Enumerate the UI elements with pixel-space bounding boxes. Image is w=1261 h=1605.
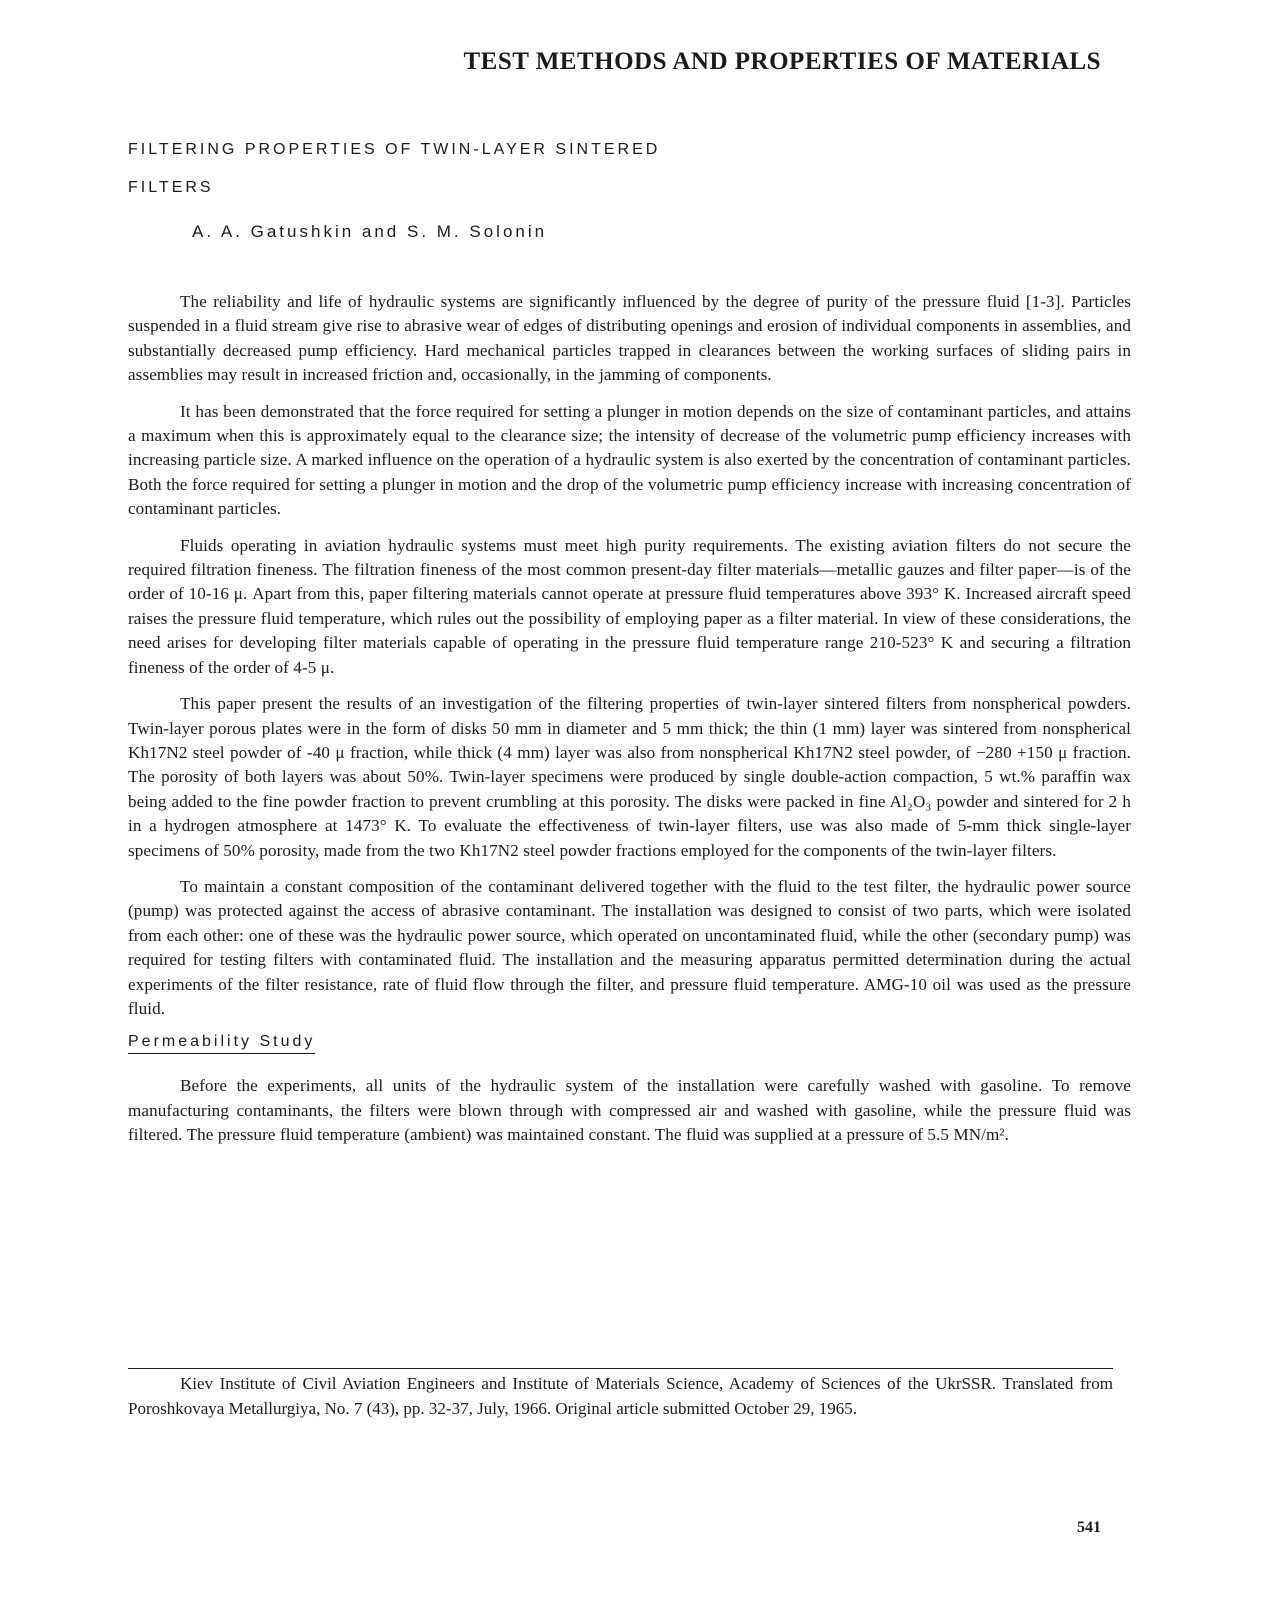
body-paragraph-4: This paper present the results of an investigation of the filtering properties of twin-layer sintered filters from nonspherical powders. Twin-layer porous plates were in the form of disks 50 mm in diameter and 5 mm thick; the thin (1 mm) layer was sintered from nonspherical Kh17N2 steel powder of -40 μ fraction, while thick (4 mm) layer was also from nonspherical Kh17N2 steel powder, of −280 +150 μ fraction. The porosity of both layers was about 50%. Twin-layer specimens were produced by single double-action compaction, 5 wt.% paraffin wax being added to the fine powder fraction to prevent crumbling at this porosity. The disks were packed in fine Al₂O₃ powder and sintered for 2 h in a hydrogen atmosphere at 1473° K. To evaluate the effectiveness of twin-layer filters, use was also made of 5-mm thick single-layer specimens of 50% porosity, made from the two Kh17N2 steel powder fractions employed for the components of the twin-layer filters. xyxy=(128,694,1131,860)
body-paragraph-3: Fluids operating in aviation hydraulic systems must meet high purity requirements. The existing aviation filters do not secure the required filtration fineness. The filtration fineness of the most common present-day filter materials—metallic gauzes and filter paper—is of the order of 10-16 μ. Apart from this, paper filtering materials cannot operate at pressure fluid temperatures above 393° K. Increased aircraft speed raises the pressure fluid temperature, which rules out the possibility of employing paper as a filter material. In view of these considerations, the need arises for developing filter materials capable of operating in the pressure fluid temperature range 210-523° K and securing a filtration fineness of the order of 4-5 μ. xyxy=(128,535,1131,677)
article-title-line-1: FILTERING PROPERTIES OF TWIN-LAYER SINTERED xyxy=(128,141,661,158)
footnote-divider xyxy=(128,1368,1113,1369)
footnote: Kiev Institute of Civil Aviation Engineers and Institute of Materials Science, Academy of Sciences of the UkrSSR. Translated from Poroshkovaya Metallurgiya, No. 7 (43), pp. 32-37, July, 1966. Original article submitted October 29, 1965. xyxy=(128,1374,1113,1418)
section-heading-permeability-study: Permeability Study xyxy=(128,1033,315,1054)
article-title xyxy=(128,131,828,207)
body-paragraph-1: The reliability and life of hydraulic systems are significantly influenced by the degree of purity of the pressure fluid [1-3]. Particles suspended in a fluid stream give rise to abrasive wear of edges of distributing openings and erosion of individual components in assemblies, and substantially decreased pump efficiency. Hard mechanical particles trapped in clearances between the working surfaces of sliding pairs in assemblies may result in increased friction and, occasionally, in the jamming of components. xyxy=(128,292,1131,385)
section-heading-wrap xyxy=(128,1033,1131,1066)
body-paragraph-2: It has been demonstrated that the force required for setting a plunger in motion depends on the size of contaminant particles, and attains a maximum when this is approximately equal to the clearance size; the intensity of decrease of the volumetric pump efficiency increases with increasing particle size. A marked influence on the operation of a hydraulic system is also exerted by the concentration of contaminant particles. Both the force required for setting a plunger in motion and the drop of the volumetric pump efficiency increase with increasing concentration of contaminant particles. xyxy=(128,401,1131,519)
body-paragraph-5: To maintain a constant composition of the contaminant delivered together with the fluid to the test filter, the hydraulic power source (pump) was protected against the access of abrasive contaminant. The installation was designed to consist of two parts, which were isolated from each other: one of these was the hydraulic power source, which operated on uncontaminated fluid, while the other (secondary pump) was required for testing filters with contaminated fluid. The installation and the measuring apparatus permitted determination during the actual experiments of the filter resistance, rate of fluid flow through the filter, and pressure fluid temperature. AMG-10 oil was used as the pressure fluid. xyxy=(128,876,1131,1018)
article-body xyxy=(128,290,1131,1160)
page-number: 541 xyxy=(1077,1519,1101,1536)
article-title-line-2: FILTERS xyxy=(128,179,214,196)
section-paragraph-1: Before the experiments, all units of the hydraulic system of the installation were carefully washed with gasoline. To remove manufacturing contaminants, the filters were blown through with compressed air and washed with gasoline, while the pressure fluid was filtered. The pressure fluid temperature (ambient) was maintained constant. The fluid was supplied at a pressure of 5.5 MN/m². xyxy=(128,1076,1131,1145)
journal-section-header: TEST METHODS AND PROPERTIES OF MATERIALS xyxy=(463,48,1101,75)
article-authors: A. A. Gatushkin and S. M. Solonin xyxy=(192,222,548,241)
